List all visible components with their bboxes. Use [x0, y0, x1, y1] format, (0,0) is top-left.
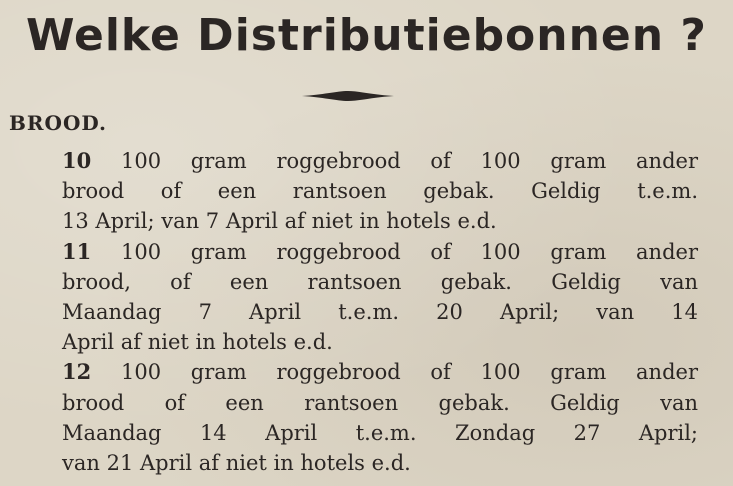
section-heading: BROOD. — [9, 111, 107, 135]
coupon-line: April af niet in hotels e.d. — [62, 330, 333, 355]
coupon-number: 11 — [62, 238, 92, 264]
coupon-text: 100 gram roggebrood of 100 gram ander — [120, 239, 698, 264]
coupon-number: 12 — [62, 359, 92, 385]
coupon-text: 100 gram roggebrood of 100 gram ander — [120, 360, 698, 385]
coupon-line — [62, 357, 698, 387]
coupon-line: Maandag 7 April t.e.m. 20 April; van 14 — [62, 300, 698, 325]
ornamental-divider — [302, 89, 394, 103]
coupon-line — [62, 237, 698, 267]
coupon-line: brood, of een rantsoen gebak. Geldig van — [62, 269, 698, 294]
headline: Welke Distributiebonnen ? — [26, 10, 707, 61]
coupon-number: 10 — [62, 148, 92, 173]
coupon-list — [62, 146, 698, 478]
coupon-line: Maandag 14 April t.e.m. Zondag 27 April; — [62, 420, 698, 445]
coupon-text: 100 gram roggebrood of 100 gram ander — [120, 149, 698, 173]
coupon-line: brood of een rantsoen gebak. Geldig t.e.m. — [62, 179, 698, 204]
coupon-line: brood of een rantsoen gebak. Geldig van — [62, 390, 698, 415]
coupon-line — [62, 146, 698, 176]
coupon-line: van 21 April af niet in hotels e.d. — [62, 451, 411, 476]
coupon-line: 13 April; van 7 April af niet in hotels e.d. — [62, 209, 497, 234]
